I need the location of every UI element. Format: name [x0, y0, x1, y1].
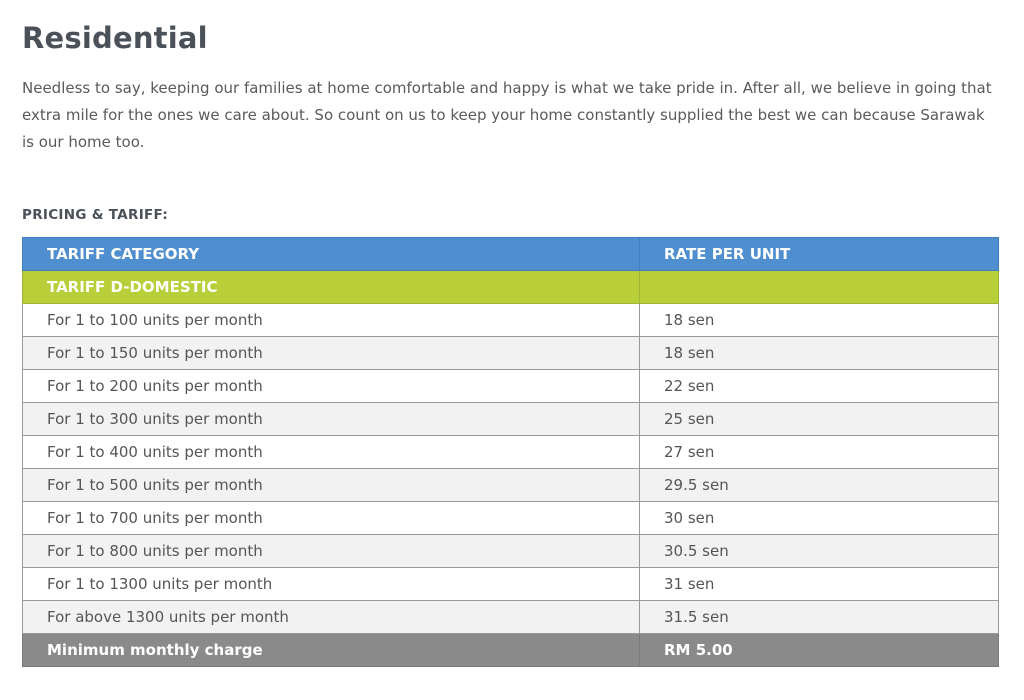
row-rate: 25 sen	[640, 403, 999, 436]
table-row	[23, 370, 999, 403]
row-label: For 1 to 200 units per month	[23, 370, 640, 403]
row-rate: 30.5 sen	[640, 535, 999, 568]
intro-paragraph: Needless to say, keeping our families at home comfortable and happy is what we take pride in. After all, we believe in going that extra mile for the ones we care about. So count on us to keep your home constantly supplied the best we can because Sarawak is our home too.	[22, 79, 992, 151]
row-rate: 29.5 sen	[640, 469, 999, 502]
row-rate: 18 sen	[640, 304, 999, 337]
row-label: For 1 to 300 units per month	[23, 403, 640, 436]
minimum-charge-row	[23, 634, 999, 667]
row-rate: 31.5 sen	[640, 601, 999, 634]
category-rate	[640, 271, 999, 304]
minimum-charge-label: Minimum monthly charge	[23, 634, 640, 667]
table-row	[23, 436, 999, 469]
header-rate-per-unit: RATE PER UNIT	[640, 238, 999, 271]
table-row	[23, 403, 999, 436]
row-label: For above 1300 units per month	[23, 601, 640, 634]
table-row	[23, 469, 999, 502]
table-header-row	[23, 238, 999, 271]
table-row	[23, 568, 999, 601]
category-label: TARIFF D-DOMESTIC	[23, 271, 640, 304]
row-label: For 1 to 150 units per month	[23, 337, 640, 370]
row-label: For 1 to 400 units per month	[23, 436, 640, 469]
table-row	[23, 337, 999, 370]
table-row	[23, 502, 999, 535]
table-row	[23, 535, 999, 568]
page-title: Residential	[22, 21, 208, 55]
row-label: For 1 to 800 units per month	[23, 535, 640, 568]
table-row	[23, 601, 999, 634]
table-row	[23, 304, 999, 337]
pricing-tariff-heading: PRICING & TARIFF:	[22, 207, 169, 223]
row-rate: 31 sen	[640, 568, 999, 601]
row-rate: 27 sen	[640, 436, 999, 469]
header-tariff-category: TARIFF CATEGORY	[23, 238, 640, 271]
row-label: For 1 to 500 units per month	[23, 469, 640, 502]
row-label: For 1 to 1300 units per month	[23, 568, 640, 601]
row-label: For 1 to 700 units per month	[23, 502, 640, 535]
tariff-category-row	[23, 271, 999, 304]
row-rate: 30 sen	[640, 502, 999, 535]
row-label: For 1 to 100 units per month	[23, 304, 640, 337]
row-rate: 18 sen	[640, 337, 999, 370]
tariff-table	[22, 237, 999, 667]
row-rate: 22 sen	[640, 370, 999, 403]
minimum-charge-rate: RM 5.00	[640, 634, 999, 667]
